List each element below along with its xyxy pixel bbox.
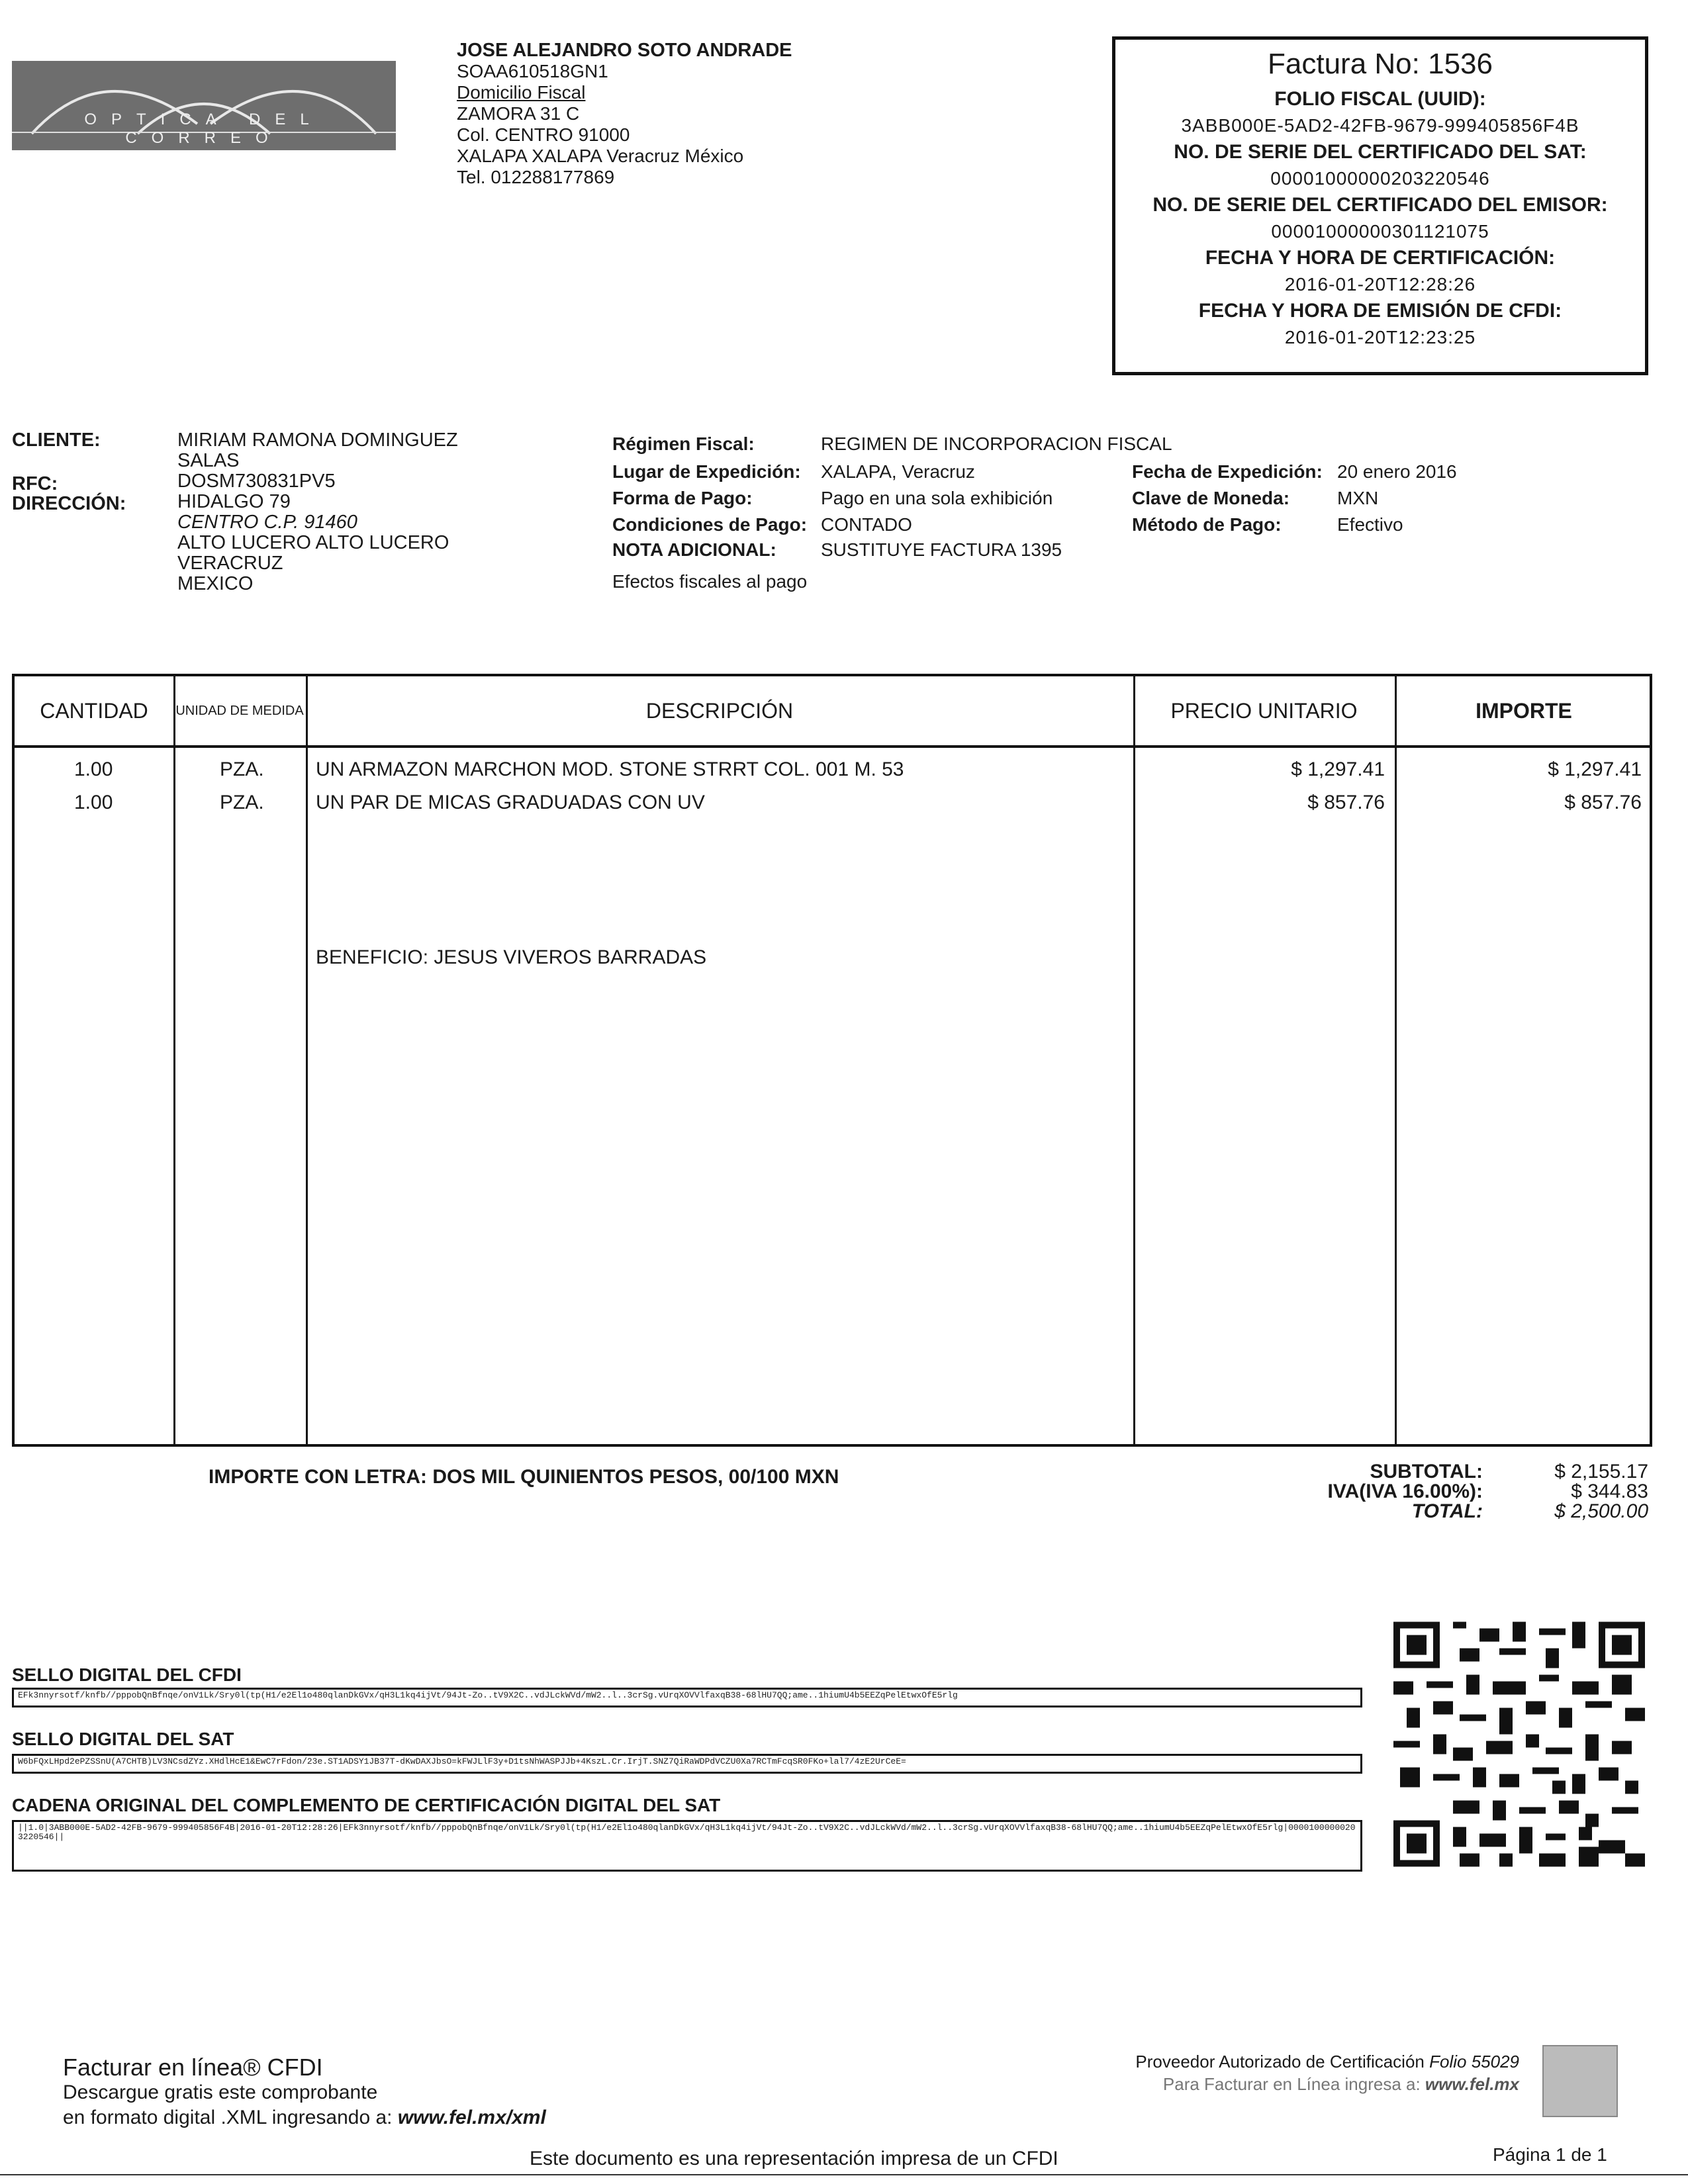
folio-label: FOLIO FISCAL (UUID): — [1274, 88, 1486, 110]
emisor-street: ZAMORA 31 C — [457, 103, 580, 124]
footer-brand: Facturar en línea® CFDI — [63, 2054, 323, 2081]
footer-xml-link[interactable]: www.fel.mx/xml — [397, 2107, 546, 2128]
factura-title: Factura No: 1536 — [1268, 48, 1493, 80]
row1-descripcion: UN ARMAZON MARCHON MOD. STONE STRRT COL. 001 M. 53 — [316, 758, 904, 780]
row1-precio: $ 1,297.41 — [1291, 758, 1385, 780]
emision-label: FECHA Y HORA DE EMISIÓN DE CFDI: — [1198, 300, 1562, 322]
serie-emisor-label: NO. DE SERIE DEL CERTIFICADO DEL EMISOR: — [1152, 194, 1608, 216]
letra-label: IMPORTE CON LETRA: — [209, 1466, 427, 1488]
emision-value: 2016-01-20T12:23:25 — [1284, 327, 1476, 347]
page-number: Página 1 de 1 — [1493, 2144, 1607, 2165]
col-divider — [306, 676, 308, 1444]
row1-cantidad: 1.00 — [74, 758, 113, 780]
representacion-text: Este documento es una representación impresa de un CFDI — [530, 2148, 1058, 2169]
nota-value: SUSTITUYE FACTURA 1395 — [821, 539, 1062, 560]
row1-importe: $ 1,297.41 — [1548, 758, 1642, 780]
row2-precio: $ 857.76 — [1307, 792, 1385, 813]
iva-label: IVA(IVA 16.00%): — [1327, 1480, 1483, 1502]
domicilio-label: Domicilio Fiscal — [457, 82, 586, 103]
table-header — [15, 676, 1650, 748]
row2-descripcion: UN PAR DE MICAS GRADUADAS CON UV — [316, 792, 705, 813]
emisor-colonia: Col. CENTRO 91000 — [457, 124, 630, 145]
cadena-label: CADENA ORIGINAL DEL COMPLEMENTO DE CERTIFICACIÓN DIGITAL DEL SAT — [12, 1795, 721, 1815]
folio-text: Folio 55029 — [1429, 2052, 1519, 2071]
footer-left — [63, 2055, 546, 2130]
cert-label: FECHA Y HORA DE CERTIFICACIÓN: — [1205, 247, 1556, 269]
col-importe: IMPORTE — [1476, 698, 1572, 723]
row2-unidad: PZA. — [220, 792, 264, 813]
direccion-label: DIRECCIÓN: — [12, 493, 126, 514]
lugar-label: Lugar de Expedición: — [612, 461, 801, 482]
sello-sat-label: SELLO DIGITAL DEL SAT — [12, 1729, 234, 1749]
col-cantidad: CANTIDAD — [40, 698, 148, 723]
moneda-value: MXN — [1337, 488, 1379, 508]
lugar-value: XALAPA, Veracruz — [821, 461, 975, 482]
cliente-name2: SALAS — [177, 450, 240, 471]
cadena-value: ||1.0|3ABB000E-5AD2-42FB-9679-999405856F4B|2016-01-20T12:28:26|EFk3nnyrsotf/knfb//pppobQnBfnqe/onV1Lk/Sry0l(tp(H1/e2El1o480qlanDkGVx/qH3L1kq4ijVt/94Jt-Zo..tV9X2C..vdJLckWVd/mW2..l..3crSg.vUrqXOVVlfaxqB38-68lHU7QQ;ame..1hiumU4b5EEZqPelEtwxOfE5rlg|00001000000203220546|| — [12, 1820, 1362, 1872]
sello-sat-value: W6bFQxLHpd2ePZSSnU(A7CHTB)LV3NCsdZYz.XHdlHcE1&EwC7rFdon/23e.ST1ADSY1JB37T-dKwDAXJbsO=kFWJLlF3y+D1tsNhWASPJJb+4KszL.Cr.IrjT.SNZ7QiRaWDPdVCZU0Xa7RCTmFcqSR0FKo+lal7/4zE2UrCeE= — [12, 1754, 1362, 1774]
emisor-city: XALAPA XALAPA Veracruz México — [457, 146, 744, 166]
folio-value: 3ABB000E-5AD2-42FB-9679-999405856F4B — [1181, 115, 1579, 136]
conceptos-table — [12, 674, 1652, 1447]
totals-block — [1297, 1461, 1648, 1534]
col-precio: PRECIO UNITARIO — [1170, 698, 1358, 723]
row1-unidad: PZA. — [220, 758, 264, 780]
col-descripcion: DESCRIPCIÓN — [645, 698, 794, 723]
rfc-label: RFC: — [12, 473, 58, 494]
emisor-tel: Tel. 012288177869 — [457, 167, 615, 187]
efectos-text: Efectos fiscales al pago — [612, 571, 808, 592]
condiciones-value: CONTADO — [821, 514, 912, 535]
serie-sat-value: 00001000000203220546 — [1270, 168, 1490, 189]
subtotal-value: $ 2,155.17 — [1554, 1461, 1648, 1482]
subtotal-label: SUBTOTAL: — [1370, 1461, 1483, 1482]
fel-link[interactable]: www.fel.mx — [1425, 2074, 1519, 2094]
nota-label: NOTA ADICIONAL: — [612, 539, 776, 560]
regimen-value: REGIMEN DE INCORPORACION FISCAL — [821, 433, 1172, 454]
logo-text: OPTICA DEL CORREO — [84, 111, 324, 147]
cliente-dir3: ALTO LUCERO ALTO LUCERO — [177, 532, 449, 553]
metodo-value: Efectivo — [1337, 514, 1403, 535]
footer-line1: Descargue gratis este comprobante — [63, 2081, 378, 2103]
cert-value: 2016-01-20T12:28:26 — [1284, 274, 1476, 295]
condiciones-label: Condiciones de Pago: — [612, 514, 808, 535]
proveedor-text: Proveedor Autorizado de Certificación — [1135, 2052, 1430, 2071]
total-label: TOTAL: — [1411, 1500, 1483, 1522]
iva-value: $ 344.83 — [1571, 1480, 1648, 1502]
fecha-label: Fecha de Expedición: — [1132, 461, 1323, 482]
serie-emisor-value: 00001000000301121075 — [1271, 221, 1489, 242]
fecha-value: 20 enero 2016 — [1337, 461, 1457, 482]
sello-cfdi-label: SELLO DIGITAL DEL CFDI — [12, 1664, 242, 1685]
row2-cantidad: 1.00 — [74, 792, 113, 813]
sat-seal-icon — [1542, 2045, 1618, 2117]
cliente-name1: MIRIAM RAMONA DOMINGUEZ — [177, 430, 458, 451]
forma-value: Pago en una sola exhibición — [821, 488, 1053, 508]
metodo-label: Método de Pago: — [1132, 514, 1282, 535]
cliente-dir5: MEXICO — [177, 573, 254, 594]
emisor-name: JOSE ALEJANDRO SOTO ANDRADE — [457, 40, 792, 61]
cliente-dir1: HIDALGO 79 — [177, 491, 291, 512]
sello-cfdi-value: EFk3nnyrsotf/knfb//pppobQnBfnqe/onV1Lk/Sry0l(tp(H1/e2El1o480qlanDkGVx/qH3L1kq4ijVt/94Jt-Zo..tV9X2C..vdJLckWVd/mW2..l..3crSg.vUrqXOVVlfaxqB38-68lHU7QQ;ame..1hiumU4b5EEZqPelEtwxOfE5rlg — [12, 1688, 1362, 1707]
serie-sat-label: NO. DE SERIE DEL CERTIFICADO DEL SAT: — [1174, 141, 1587, 163]
col-divider — [173, 676, 175, 1444]
cliente-dir2: CENTRO C.P. 91460 — [177, 512, 357, 533]
cliente-label: CLIENTE: — [12, 430, 101, 451]
col-unidad: UNIDAD DE MEDIDA — [175, 704, 304, 718]
footer-line2-prefix: en formato digital .XML ingresando a: — [63, 2107, 398, 2128]
footer-right — [1096, 2050, 1519, 2095]
col-divider — [1395, 676, 1397, 1444]
moneda-label: Clave de Moneda: — [1132, 488, 1290, 508]
importe-letra — [209, 1466, 839, 1488]
para-text: Para Facturar en Línea ingresa a: — [1162, 2074, 1425, 2094]
emisor-rfc: SOAA610518GN1 — [457, 61, 608, 81]
factura-box — [1112, 36, 1648, 375]
bottom-rule — [0, 2174, 1688, 2175]
total-value: $ 2,500.00 — [1554, 1500, 1648, 1522]
cliente-dir4: VERACRUZ — [177, 553, 283, 574]
beneficio-text: BENEFICIO: JESUS VIVEROS BARRADAS — [316, 946, 707, 968]
row2-importe: $ 857.76 — [1564, 792, 1642, 813]
col-divider — [1133, 676, 1135, 1444]
company-logo — [12, 61, 396, 150]
forma-label: Forma de Pago: — [612, 488, 753, 508]
letra-value: DOS MIL QUINIENTOS PESOS, 00/100 MXN — [432, 1466, 839, 1488]
cliente-rfc: DOSM730831PV5 — [177, 471, 336, 492]
qr-code-icon — [1393, 1620, 1645, 1868]
regimen-label: Régimen Fiscal: — [612, 433, 755, 454]
emisor-block — [457, 40, 792, 188]
